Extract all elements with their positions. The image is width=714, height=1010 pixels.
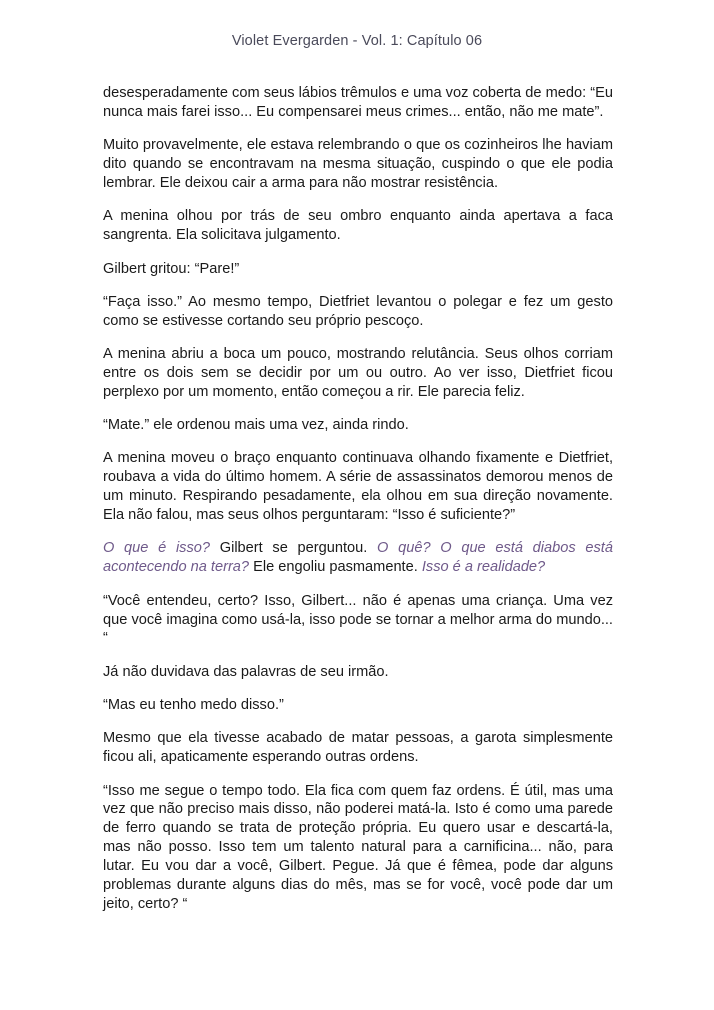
narration-text: Ele engoliu pasmamente. (249, 559, 422, 576)
narration-text: Gilbert se perguntou. (210, 540, 378, 557)
paragraph: “Mate.” ele ordenou mais uma vez, ainda rindo. (103, 417, 409, 434)
inner-thought-text: O que é isso? (103, 540, 211, 557)
paragraph: Já não duvidava das palavras de seu irmão. (103, 663, 389, 680)
paragraph: A menina olhou por trás de seu ombro enquanto ainda apertava a faca sangrenta. Ela solicitava julgamento. (103, 208, 613, 244)
paragraph: Muito provavelmente, ele estava relembrando o que os cozinheiros lhe haviam dito quando se encontravam na mesma situação, cuspindo o que ele podia lembrar. Ele deixou cair a arma para não mostrar resistência. (103, 137, 613, 192)
page-header (0, 33, 714, 49)
paragraph: “Mas eu tenho medo disso.” (103, 697, 284, 714)
paragraph: Mesmo que ela tivesse acabado de matar pessoas, a garota simplesmente ficou ali, apaticamente esperando outras ordens. (103, 730, 613, 766)
paragraph: A menina abriu a boca um pouco, mostrando relutância. Seus olhos corriam entre os dois sem se decidir por um ou outro. Ao ver isso, Dietfriet ficou perplexo por um momento, então começou a rir. Ele parecia feliz. (103, 346, 613, 400)
paragraph-inner-thoughts (103, 539, 613, 577)
paragraph: “Isso me segue o tempo todo. Ela fica com quem faz ordens. É útil, mas uma vez que não preciso mais disso, não poderei matá-la. Isto é como uma parede de ferro quando se trata de proteção própria. Eu quero usar e descartá-la, mas não posso. Isso tem um talento natural para a carnificina... não, para lutar. Eu vou dar a você, Gilbert. Pegue. Já que é fêmea, pode dar alguns problemas durante alguns dias do mês, mas se for você, você pode dar um jeito, certo? “ (103, 782, 613, 912)
chapter-title: Violet Evergarden - Vol. 1: Capítulo 06 (231, 33, 483, 49)
paragraph: A menina moveu o braço enquanto continuava olhando fixamente e Dietfriet, roubava a vida do último homem. A série de assassinatos demorou menos de um minuto. Respirando pesadamente, ela olhou em sua direção novamente. Ela não falou, mas seus olhos perguntaram: “Isso é suficiente?” (103, 450, 613, 524)
inner-thought-text: Isso é a realidade? (421, 559, 546, 576)
inner-thought-text: O quê? O que está diabos está acontecendo na terra? (103, 540, 613, 576)
paragraph: “Faça isso.” Ao mesmo tempo, Dietfriet levantou o polegar e fez um gesto como se estivesse cortando seu próprio pescoço. (103, 293, 613, 329)
paragraph: Gilbert gritou: “Pare!” (103, 260, 240, 277)
page-body (103, 84, 613, 928)
paragraph: “Você entendeu, certo? Isso, Gilbert... não é apenas uma criança. Uma vez que você imagina como usá-la, isso pode se tornar a melhor arma do mundo... “ (103, 592, 613, 647)
paragraph: desesperadamente com seus lábios trêmulos e uma voz coberta de medo: “Eu nunca mais farei isso... Eu compensarei meus crimes... então, não me mate”. (103, 85, 613, 120)
